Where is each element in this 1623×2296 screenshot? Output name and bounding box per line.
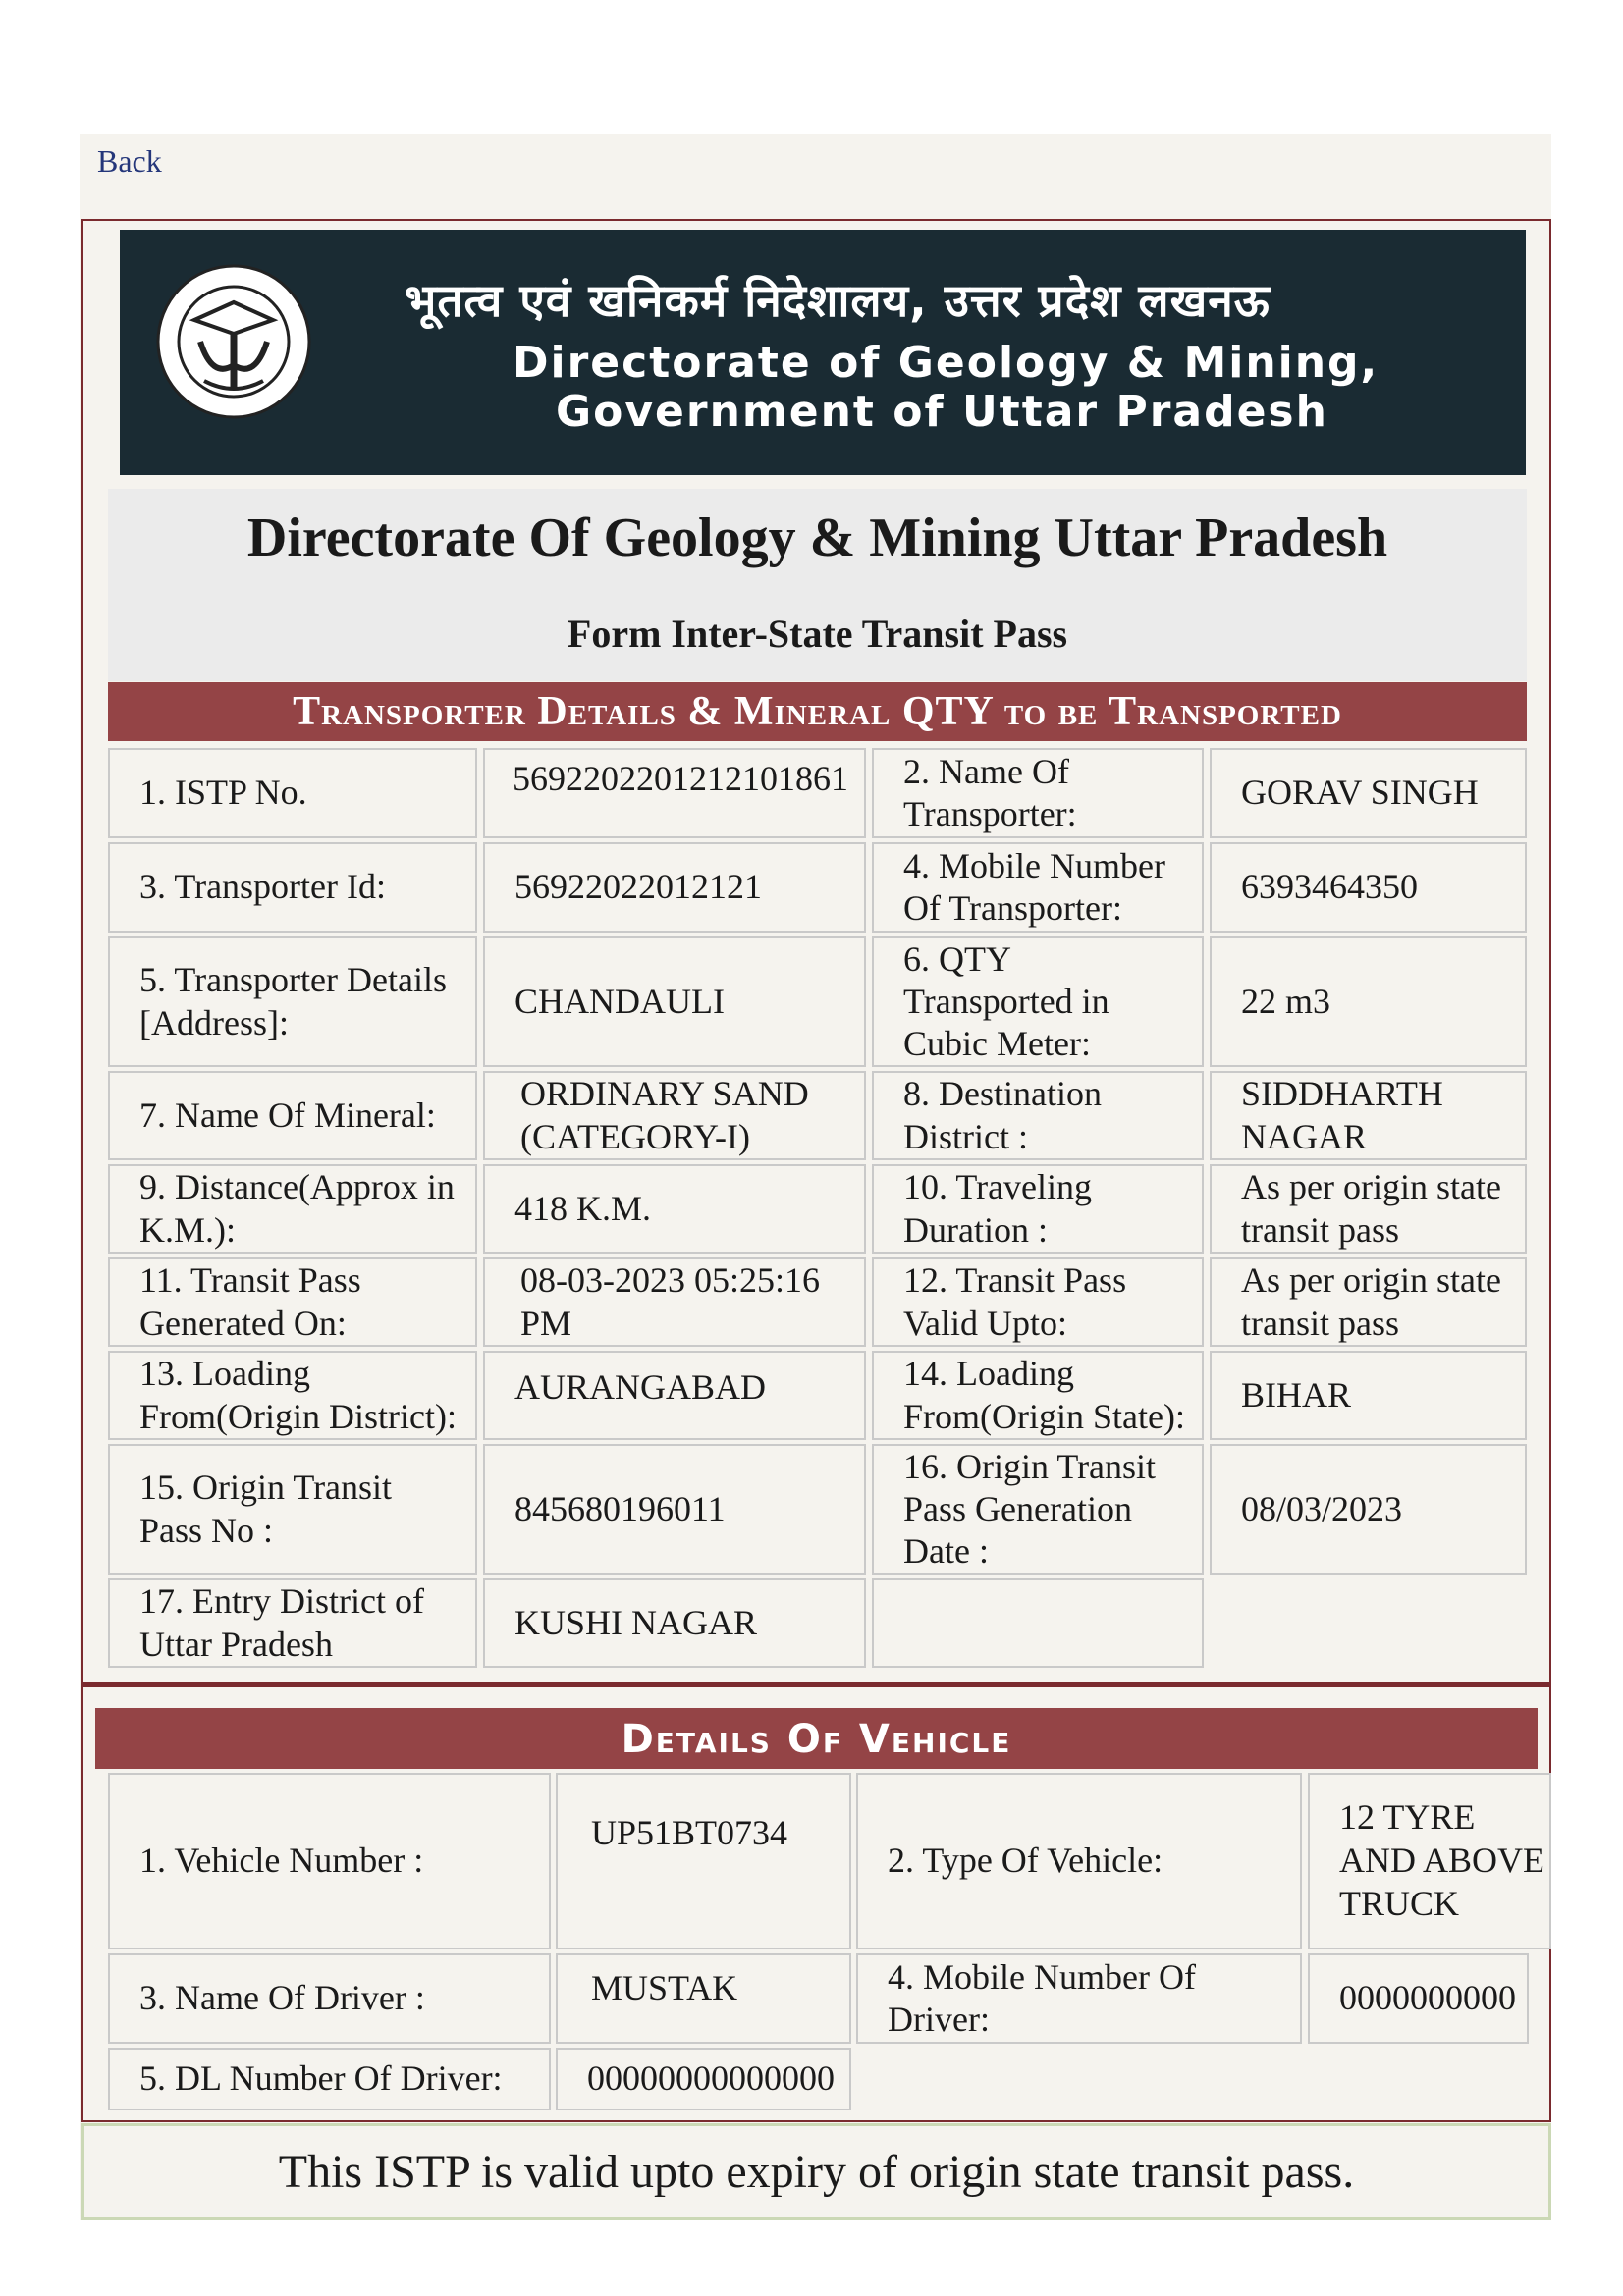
origin-pass-date-value: 08/03/2023 — [1210, 1444, 1527, 1575]
vehicle-type-label: 2. Type Of Vehicle: — [856, 1773, 1302, 1949]
mineral-name-value: ORDINARY SAND (CATEGORY-I) — [483, 1071, 866, 1160]
traveling-duration-value: As per origin state transit pass — [1210, 1164, 1527, 1254]
traveling-duration-label: 10. Traveling Duration : — [872, 1164, 1204, 1254]
driver-mobile-value: 0000000000 — [1308, 1953, 1529, 2044]
qty-label: 6. QTY Transported in Cubic Meter: — [872, 936, 1204, 1067]
banner-hindi-title: भूतत्व एवं खनिकर्म निदेशालय, उत्तर प्रदेश लखनऊ — [405, 274, 1271, 327]
destination-district-label: 8. Destination District : — [872, 1071, 1204, 1160]
banner-english-line1: Directorate of Geology & Mining, — [513, 338, 1380, 388]
pass-generated-label: 11. Transit Pass Generated On: — [108, 1257, 477, 1347]
up-state-emblem-icon — [155, 263, 312, 420]
transporter-section-heading: Transporter Details & Mineral QTY to be Transported — [108, 682, 1527, 741]
mineral-name-label: 7. Name Of Mineral: — [108, 1071, 477, 1160]
origin-district-label: 13. Loading From(Origin District): — [108, 1351, 477, 1440]
distance-value: 418 K.M. — [483, 1164, 866, 1254]
origin-pass-date-label: 16. Origin Transit Pass Generation Date : — [872, 1444, 1204, 1575]
transporter-address-label: 5. Transporter Details [Address]: — [108, 936, 477, 1067]
header-banner — [120, 230, 1526, 475]
page-title: Directorate Of Geology & Mining Uttar Pradesh — [246, 507, 1388, 568]
origin-state-value: BIHAR — [1210, 1351, 1527, 1440]
driver-name-label: 3. Name Of Driver : — [108, 1953, 551, 2044]
vehicle-number-label: 1. Vehicle Number : — [108, 1773, 551, 1949]
validity-note: This ISTP is valid upto expiry of origin state transit pass. — [81, 2123, 1551, 2220]
qty-value: 22 m3 — [1210, 936, 1527, 1067]
transporter-id-value: 56922022012121 — [483, 842, 866, 933]
driver-mobile-label: 4. Mobile Number Of Driver: — [856, 1953, 1302, 2044]
entry-district-value: KUSHI NAGAR — [483, 1578, 866, 1668]
transporter-id-label: 3. Transporter Id: — [108, 842, 477, 933]
origin-pass-no-label: 15. Origin Transit Pass No : — [108, 1444, 477, 1575]
pass-valid-upto-value: As per origin state transit pass — [1210, 1257, 1527, 1347]
empty-cell — [872, 1578, 1204, 1668]
origin-pass-no-value: 845680196011 — [483, 1444, 866, 1575]
vehicle-number-value: UP51BT0734 — [556, 1773, 851, 1949]
driver-name-value: MUSTAK — [556, 1953, 851, 2044]
vehicle-type-value: 12 TYRE AND ABOVE TRUCK — [1308, 1773, 1551, 1949]
transporter-mobile-value: 6393464350 — [1210, 842, 1527, 933]
banner-english-line2: Government of Uttar Pradesh — [556, 387, 1328, 437]
back-link[interactable]: Back — [97, 143, 162, 179]
transporter-name-label: 2. Name Of Transporter: — [872, 748, 1204, 838]
dl-number-value: 00000000000000 — [556, 2048, 851, 2110]
transporter-name-value: GORAV SINGH — [1210, 748, 1527, 838]
origin-state-label: 14. Loading From(Origin State): — [872, 1351, 1204, 1440]
vehicle-section-heading: Details Of Vehicle — [95, 1708, 1538, 1769]
dl-number-label: 5. DL Number Of Driver: — [108, 2048, 551, 2110]
heading-band — [108, 489, 1527, 681]
entry-district-label: 17. Entry District of Uttar Pradesh — [108, 1578, 477, 1668]
transporter-mobile-label: 4. Mobile Number Of Transporter: — [872, 842, 1204, 933]
istp-no-value: 5692202201212101861 — [483, 748, 866, 838]
destination-district-value: SIDDHARTH NAGAR — [1210, 1071, 1527, 1160]
distance-label: 9. Distance(Approx in K.M.): — [108, 1164, 477, 1254]
istp-no-label: 1. ISTP No. — [108, 748, 477, 838]
origin-district-value: AURANGABAD — [483, 1351, 866, 1440]
transporter-address-value: CHANDAULI — [483, 936, 866, 1067]
form-subtitle: Form Inter-State Transit Pass — [567, 612, 1068, 656]
pass-generated-value: 08-03-2023 05:25:16 PM — [483, 1257, 866, 1347]
pass-valid-upto-label: 12. Transit Pass Valid Upto: — [872, 1257, 1204, 1347]
